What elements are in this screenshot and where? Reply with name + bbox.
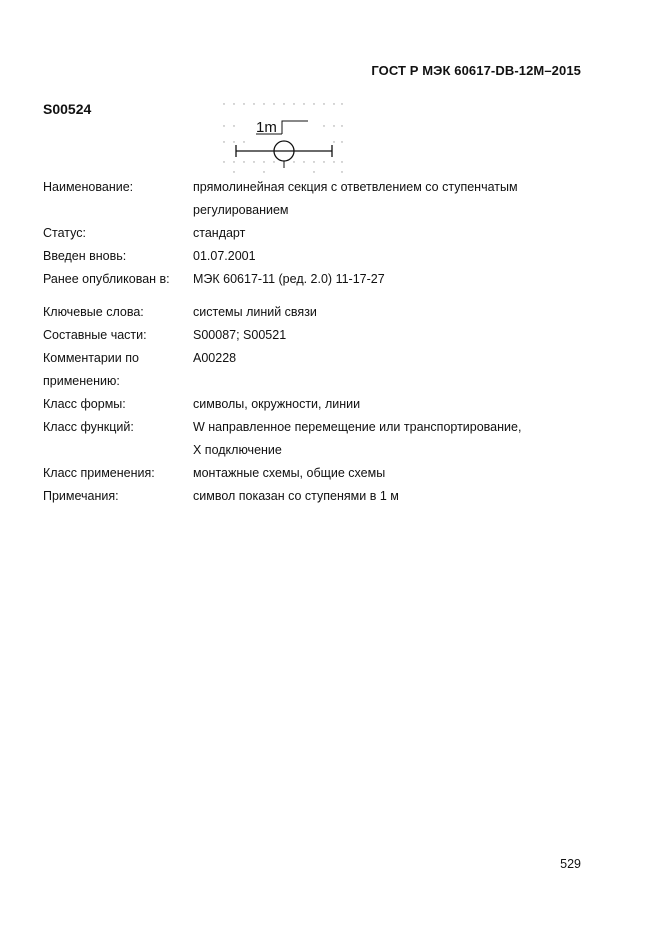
property-row-application-notes bbox=[43, 347, 553, 393]
property-label: Введен вновь: bbox=[43, 249, 127, 263]
property-value: стандарт bbox=[193, 226, 246, 240]
property-value: X подключение bbox=[193, 443, 282, 457]
property-label: Ключевые слова: bbox=[43, 305, 144, 319]
property-row-application-class bbox=[43, 462, 553, 485]
properties-table bbox=[43, 176, 553, 508]
property-value: W направленное перемещение или транспортирование, bbox=[193, 420, 522, 434]
property-label: Составные части: bbox=[43, 328, 147, 342]
property-label: Класс функций: bbox=[43, 420, 134, 434]
property-value: 01.07.2001 bbox=[193, 249, 256, 263]
document-header: ГОСТ Р МЭК 60617-DB-12M–2015 bbox=[371, 63, 581, 78]
property-label: применению: bbox=[43, 374, 120, 388]
property-label: Комментарии по bbox=[43, 351, 139, 365]
property-value: монтажные схемы, общие схемы bbox=[193, 466, 386, 480]
property-label: Ранее опубликован в: bbox=[43, 272, 170, 286]
property-label: Наименование: bbox=[43, 180, 134, 194]
property-value: системы линий связи bbox=[193, 305, 317, 319]
symbol-code: S00524 bbox=[43, 101, 92, 117]
property-row-keywords bbox=[43, 301, 553, 324]
property-row-notes bbox=[43, 485, 553, 508]
property-label: Класс формы: bbox=[43, 397, 126, 411]
property-label: Статус: bbox=[43, 226, 86, 240]
property-row-shape-class bbox=[43, 393, 553, 416]
property-row-status bbox=[43, 222, 553, 245]
property-row-introduced bbox=[43, 245, 553, 268]
property-label: Класс применения: bbox=[43, 466, 155, 480]
page-number: 529 bbox=[560, 857, 581, 871]
property-row-published bbox=[43, 268, 553, 291]
grid-dots bbox=[223, 103, 342, 172]
property-value: регулированием bbox=[193, 203, 289, 217]
symbol-figure-label: 1m bbox=[256, 119, 277, 136]
property-label: Примечания: bbox=[43, 489, 119, 503]
property-value: A00228 bbox=[193, 351, 237, 365]
property-row-components bbox=[43, 324, 553, 347]
property-value: S00087; S00521 bbox=[193, 328, 287, 342]
property-value: прямолинейная секция с ответвлением со ступенчатым bbox=[193, 180, 518, 194]
property-value: символы, окружности, линии bbox=[193, 397, 361, 411]
property-row-function-class bbox=[43, 416, 553, 462]
property-row-name bbox=[43, 176, 553, 222]
property-value: МЭК 60617-11 (ред. 2.0) 11-17-27 bbox=[193, 272, 385, 286]
symbol-figure bbox=[218, 98, 348, 178]
step-indicator bbox=[282, 121, 308, 134]
property-value: символ показан со ступенями в 1 м bbox=[193, 489, 399, 503]
